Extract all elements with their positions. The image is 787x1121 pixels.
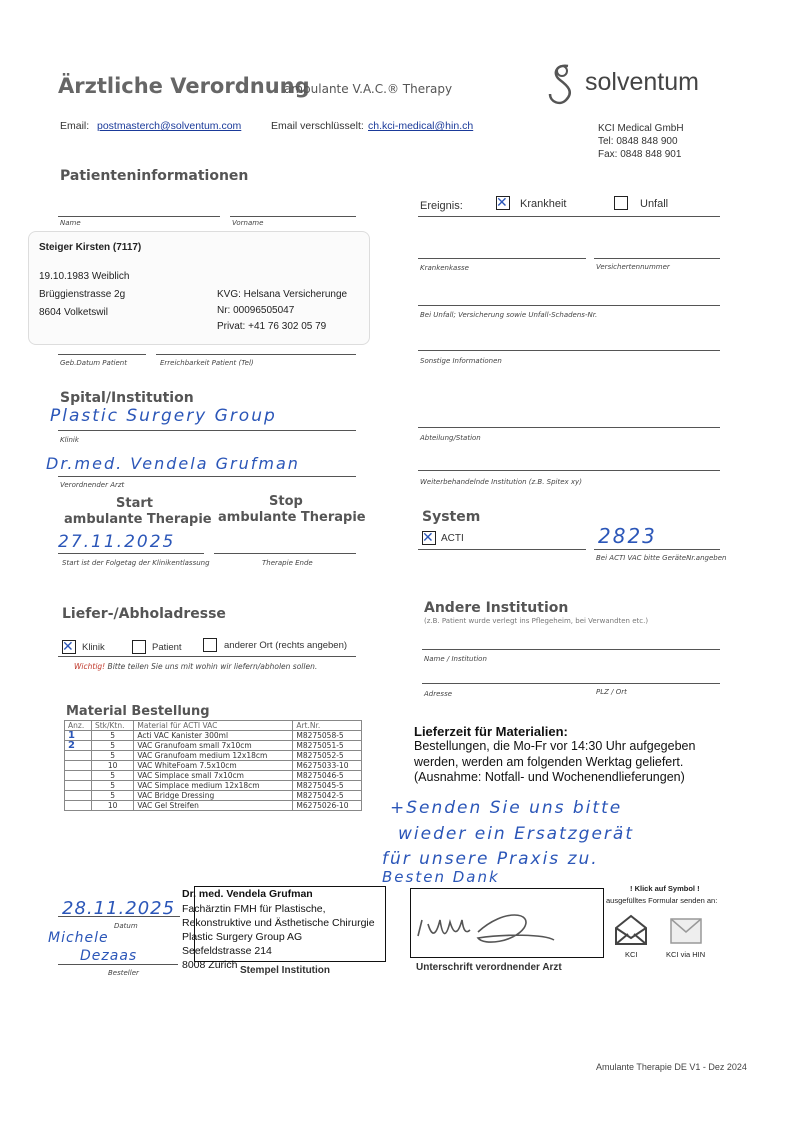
lieferzeit-line-3: (Ausnahme: Notfall- und Wochenendlieferungen) bbox=[414, 770, 685, 784]
table-row bbox=[65, 751, 362, 761]
patient-name: Steiger Kirsten (7117) bbox=[39, 242, 142, 253]
table-row bbox=[65, 781, 362, 791]
material-heading: Material Bestellung bbox=[66, 704, 210, 719]
material-anz[interactable]: 1 bbox=[65, 731, 92, 741]
delivery-klinik-checkbox[interactable]: ✕ bbox=[62, 640, 76, 654]
material-anz[interactable] bbox=[65, 751, 92, 761]
material-name: VAC Gel Streifen bbox=[134, 801, 293, 811]
table-row bbox=[65, 771, 362, 781]
table-row bbox=[65, 731, 362, 741]
material-artnr: M8275058-5 bbox=[293, 731, 362, 741]
material-name: Acti VAC Kanister 300ml bbox=[134, 731, 293, 741]
institution-stamp bbox=[180, 886, 402, 974]
acti-checkbox[interactable]: ✕ bbox=[422, 531, 436, 545]
acti-label: ACTI bbox=[441, 533, 464, 544]
material-table bbox=[64, 720, 362, 811]
patient-insurance: KVG: Helsana Versicherunge bbox=[217, 289, 348, 300]
stamp-line-4: Plastic Surgery Group AG bbox=[182, 931, 303, 943]
bei-unfall-label: Bei Unfall; Versicherung sowie Unfall-Schadens-Nr. bbox=[420, 311, 598, 319]
delivery-patient-checkbox[interactable] bbox=[132, 640, 146, 654]
email-kci-icon[interactable] bbox=[614, 914, 648, 946]
company-tel: Tel: 0848 848 900 bbox=[598, 136, 678, 147]
krankheit-checkbox[interactable]: ✕ bbox=[496, 196, 510, 210]
header-stk: Stk/Ktn. bbox=[91, 721, 133, 731]
patient-label-sticker bbox=[28, 231, 370, 345]
klick-line-2: ausgefülltes Formular senden an: bbox=[606, 896, 718, 905]
besteller-label: Besteller bbox=[108, 969, 139, 977]
lieferzeit-line-2: werden, werden am folgenden Werktag geliefert. bbox=[414, 755, 684, 769]
signature-scribble-icon bbox=[414, 906, 564, 952]
company-name: KCI Medical GmbH bbox=[598, 123, 684, 134]
start-date-handwritten: 27.11.2025 bbox=[58, 532, 176, 552]
datum-label: Datum bbox=[114, 922, 138, 930]
material-name: VAC Granufoam small 7x10cm bbox=[134, 741, 293, 751]
handnote-line-2: wieder ein Ersatzgerät bbox=[398, 824, 635, 844]
material-anz[interactable] bbox=[65, 761, 92, 771]
andere-institution-heading: Andere Institution bbox=[424, 600, 569, 616]
kci-hin-label: KCI via HIN bbox=[666, 950, 706, 959]
material-name: VAC Simplace medium 12x18cm bbox=[134, 781, 293, 791]
start-note: Start ist der Folgetag der Klinikentlassung bbox=[62, 559, 210, 567]
material-name: VAC WhiteFoam 7.5x10cm bbox=[134, 761, 293, 771]
table-row bbox=[65, 791, 362, 801]
material-anz[interactable] bbox=[65, 771, 92, 781]
klick-line-1: ! Klick auf Symbol ! bbox=[630, 884, 700, 893]
material-artnr: M8275046-5 bbox=[293, 771, 362, 781]
patient-phone: Privat: +41 76 302 05 79 bbox=[217, 321, 327, 332]
ereignis-label: Ereignis: bbox=[420, 200, 463, 212]
delivery-warning bbox=[74, 662, 317, 671]
stamp-line-6: 8008 Zürich bbox=[182, 959, 238, 971]
stamp-line-3: Rekonstruktive und Ästhetische Chirurgie bbox=[182, 917, 375, 929]
spital-section-heading: Spital/Institution bbox=[60, 390, 194, 406]
versichertennummer-label: Versichertennummer bbox=[596, 263, 670, 271]
erreichbarkeit-label: Erreichbarkeit Patient (Tel) bbox=[160, 359, 254, 367]
abteilung-label: Abteilung/Station bbox=[420, 434, 481, 442]
datum-handwritten: 28.11.2025 bbox=[62, 898, 176, 919]
geb-datum-label: Geb.Datum Patient bbox=[60, 359, 127, 367]
header-artnr: Art.Nr. bbox=[293, 721, 362, 731]
arzt-handwritten: Dr.med. Vendela Grufman bbox=[46, 454, 300, 473]
warning-text: Bitte teilen Sie uns mit wohin wir liefern/abholen sollen. bbox=[105, 662, 318, 671]
material-name: VAC Simplace small 7x10cm bbox=[134, 771, 293, 781]
kci-label: KCI bbox=[625, 950, 638, 959]
delivery-patient-label: Patient bbox=[152, 642, 182, 653]
material-artnr: M8275051-5 bbox=[293, 741, 362, 751]
version-text: Amulante Therapie DE V1 - Dez 2024 bbox=[596, 1062, 747, 1072]
handnote-line-3: für unsere Praxis zu. bbox=[382, 849, 599, 869]
delivery-other-label: anderer Ort (rechts angeben) bbox=[224, 640, 348, 651]
adresse-label: Adresse bbox=[424, 690, 453, 698]
klinik-handwritten: Plastic Surgery Group bbox=[50, 406, 277, 426]
geraet-nr-handwritten: 2823 bbox=[598, 524, 657, 548]
name-label: Name bbox=[60, 219, 81, 227]
material-artnr: M8275045-5 bbox=[293, 781, 362, 791]
verordnender-arzt-label: Verordnender Arzt bbox=[60, 481, 125, 489]
stamp-line-5: Seefeldstrasse 214 bbox=[182, 945, 272, 957]
material-name: VAC Granufoam medium 12x18cm bbox=[134, 751, 293, 761]
material-stk: 5 bbox=[91, 751, 133, 761]
unfall-label: Unfall bbox=[640, 198, 669, 210]
patient-birth: 19.10.1983 Weiblich bbox=[39, 271, 130, 282]
material-anz[interactable] bbox=[65, 801, 92, 811]
material-name: VAC Bridge Dressing bbox=[134, 791, 293, 801]
patient-street: Brüggienstrasse 2g bbox=[39, 289, 126, 300]
unterschrift-label: Unterschrift verordnender Arzt bbox=[416, 962, 562, 973]
material-stk: 10 bbox=[91, 801, 133, 811]
material-stk: 5 bbox=[91, 791, 133, 801]
material-artnr: M6275026-10 bbox=[293, 801, 362, 811]
therapie-ende-label: Therapie Ende bbox=[262, 559, 313, 567]
lieferzeit-title: Lieferzeit für Materialien: bbox=[414, 724, 568, 739]
start-heading-1: Start bbox=[116, 496, 153, 511]
email-kci-hin-icon[interactable] bbox=[670, 918, 702, 944]
stamp-line-2: Fachärztin FMH für Plastische, bbox=[182, 903, 326, 915]
stop-heading-2: ambulante Therapie bbox=[218, 510, 366, 525]
material-stk: 10 bbox=[91, 761, 133, 771]
lieferzeit-line-1: Bestellungen, die Mo-Fr vor 14:30 Uhr aufgegeben bbox=[414, 739, 696, 753]
delivery-heading: Liefer-/Abholadresse bbox=[62, 606, 226, 622]
material-stk: 5 bbox=[91, 771, 133, 781]
handnote-line-1: +Senden Sie uns bitte bbox=[390, 798, 623, 818]
material-stk: 5 bbox=[91, 781, 133, 791]
geraet-nr-label: Bei ACTI VAC bitte GeräteNr.angeben bbox=[596, 554, 727, 562]
besteller-handwritten-2: Dezaas bbox=[80, 948, 138, 964]
stempel-label: Stempel Institution bbox=[240, 965, 330, 976]
patient-city: 8604 Volketswil bbox=[39, 307, 108, 318]
stop-heading-1: Stop bbox=[269, 494, 303, 509]
table-row bbox=[65, 761, 362, 771]
material-anz[interactable] bbox=[65, 781, 92, 791]
delivery-other-checkbox[interactable] bbox=[203, 638, 217, 652]
handnote-line-4: Besten Dank bbox=[382, 868, 500, 886]
weiterbehandelnde-label: Weiterbehandelnde Institution (z.B. Spitex xy) bbox=[420, 478, 582, 486]
form-subtitle: ambulante V.A.C.® Therapy bbox=[284, 82, 453, 96]
plz-ort-label: PLZ / Ort bbox=[596, 688, 627, 696]
krankheit-label: Krankheit bbox=[520, 198, 567, 210]
material-table-header bbox=[65, 721, 362, 731]
material-artnr: M6275033-10 bbox=[293, 761, 362, 771]
start-heading-2: ambulante Therapie bbox=[64, 512, 212, 527]
material-artnr: M8275042-5 bbox=[293, 791, 362, 801]
material-anz[interactable]: 2 bbox=[65, 741, 92, 751]
stamp-line-1: Dr. med. Vendela Grufman bbox=[182, 888, 313, 900]
email-encrypted-link[interactable]: ch.kci-medical@hin.ch bbox=[368, 120, 474, 132]
andere-institution-note: (z.B. Patient wurde verlegt ins Pflegeheim, bei Verwandten etc.) bbox=[424, 617, 649, 625]
email-label: Email: bbox=[60, 120, 90, 132]
table-row bbox=[65, 741, 362, 751]
material-anz[interactable] bbox=[65, 791, 92, 801]
form-title: Ärztliche Verordnung bbox=[58, 74, 310, 98]
header-anz: Anz. bbox=[65, 721, 92, 731]
vorname-label: Vorname bbox=[232, 219, 264, 227]
name-institution-label: Name / Institution bbox=[424, 655, 487, 663]
delivery-klinik-label: Klinik bbox=[82, 642, 105, 653]
klinik-label: Klinik bbox=[60, 436, 79, 444]
unfall-checkbox[interactable] bbox=[614, 196, 628, 210]
patient-insurance-nr: Nr: 00096505047 bbox=[217, 305, 295, 316]
header-material: Material für ACTI VAC bbox=[134, 721, 293, 731]
email-encrypted-label: Email verschlüsselt: bbox=[271, 120, 364, 132]
company-fax: Fax: 0848 848 901 bbox=[598, 149, 682, 160]
patient-section-heading: Patienteninformationen bbox=[60, 168, 249, 184]
table-row bbox=[65, 801, 362, 811]
sonstige-info-label: Sonstige Informationen bbox=[420, 357, 502, 365]
material-stk: 5 bbox=[91, 741, 133, 751]
besteller-handwritten-1: Michele bbox=[48, 930, 109, 946]
brand-name: solventum bbox=[585, 68, 699, 96]
material-artnr: M8275052-5 bbox=[293, 751, 362, 761]
krankenkasse-label: Krankenkasse bbox=[420, 264, 469, 272]
solventum-logo-icon bbox=[546, 62, 580, 106]
system-heading: System bbox=[422, 509, 481, 525]
email-link[interactable]: postmasterch@solventum.com bbox=[97, 120, 242, 132]
warning-prefix: Wichtig! bbox=[74, 662, 106, 671]
material-stk: 5 bbox=[91, 731, 133, 741]
